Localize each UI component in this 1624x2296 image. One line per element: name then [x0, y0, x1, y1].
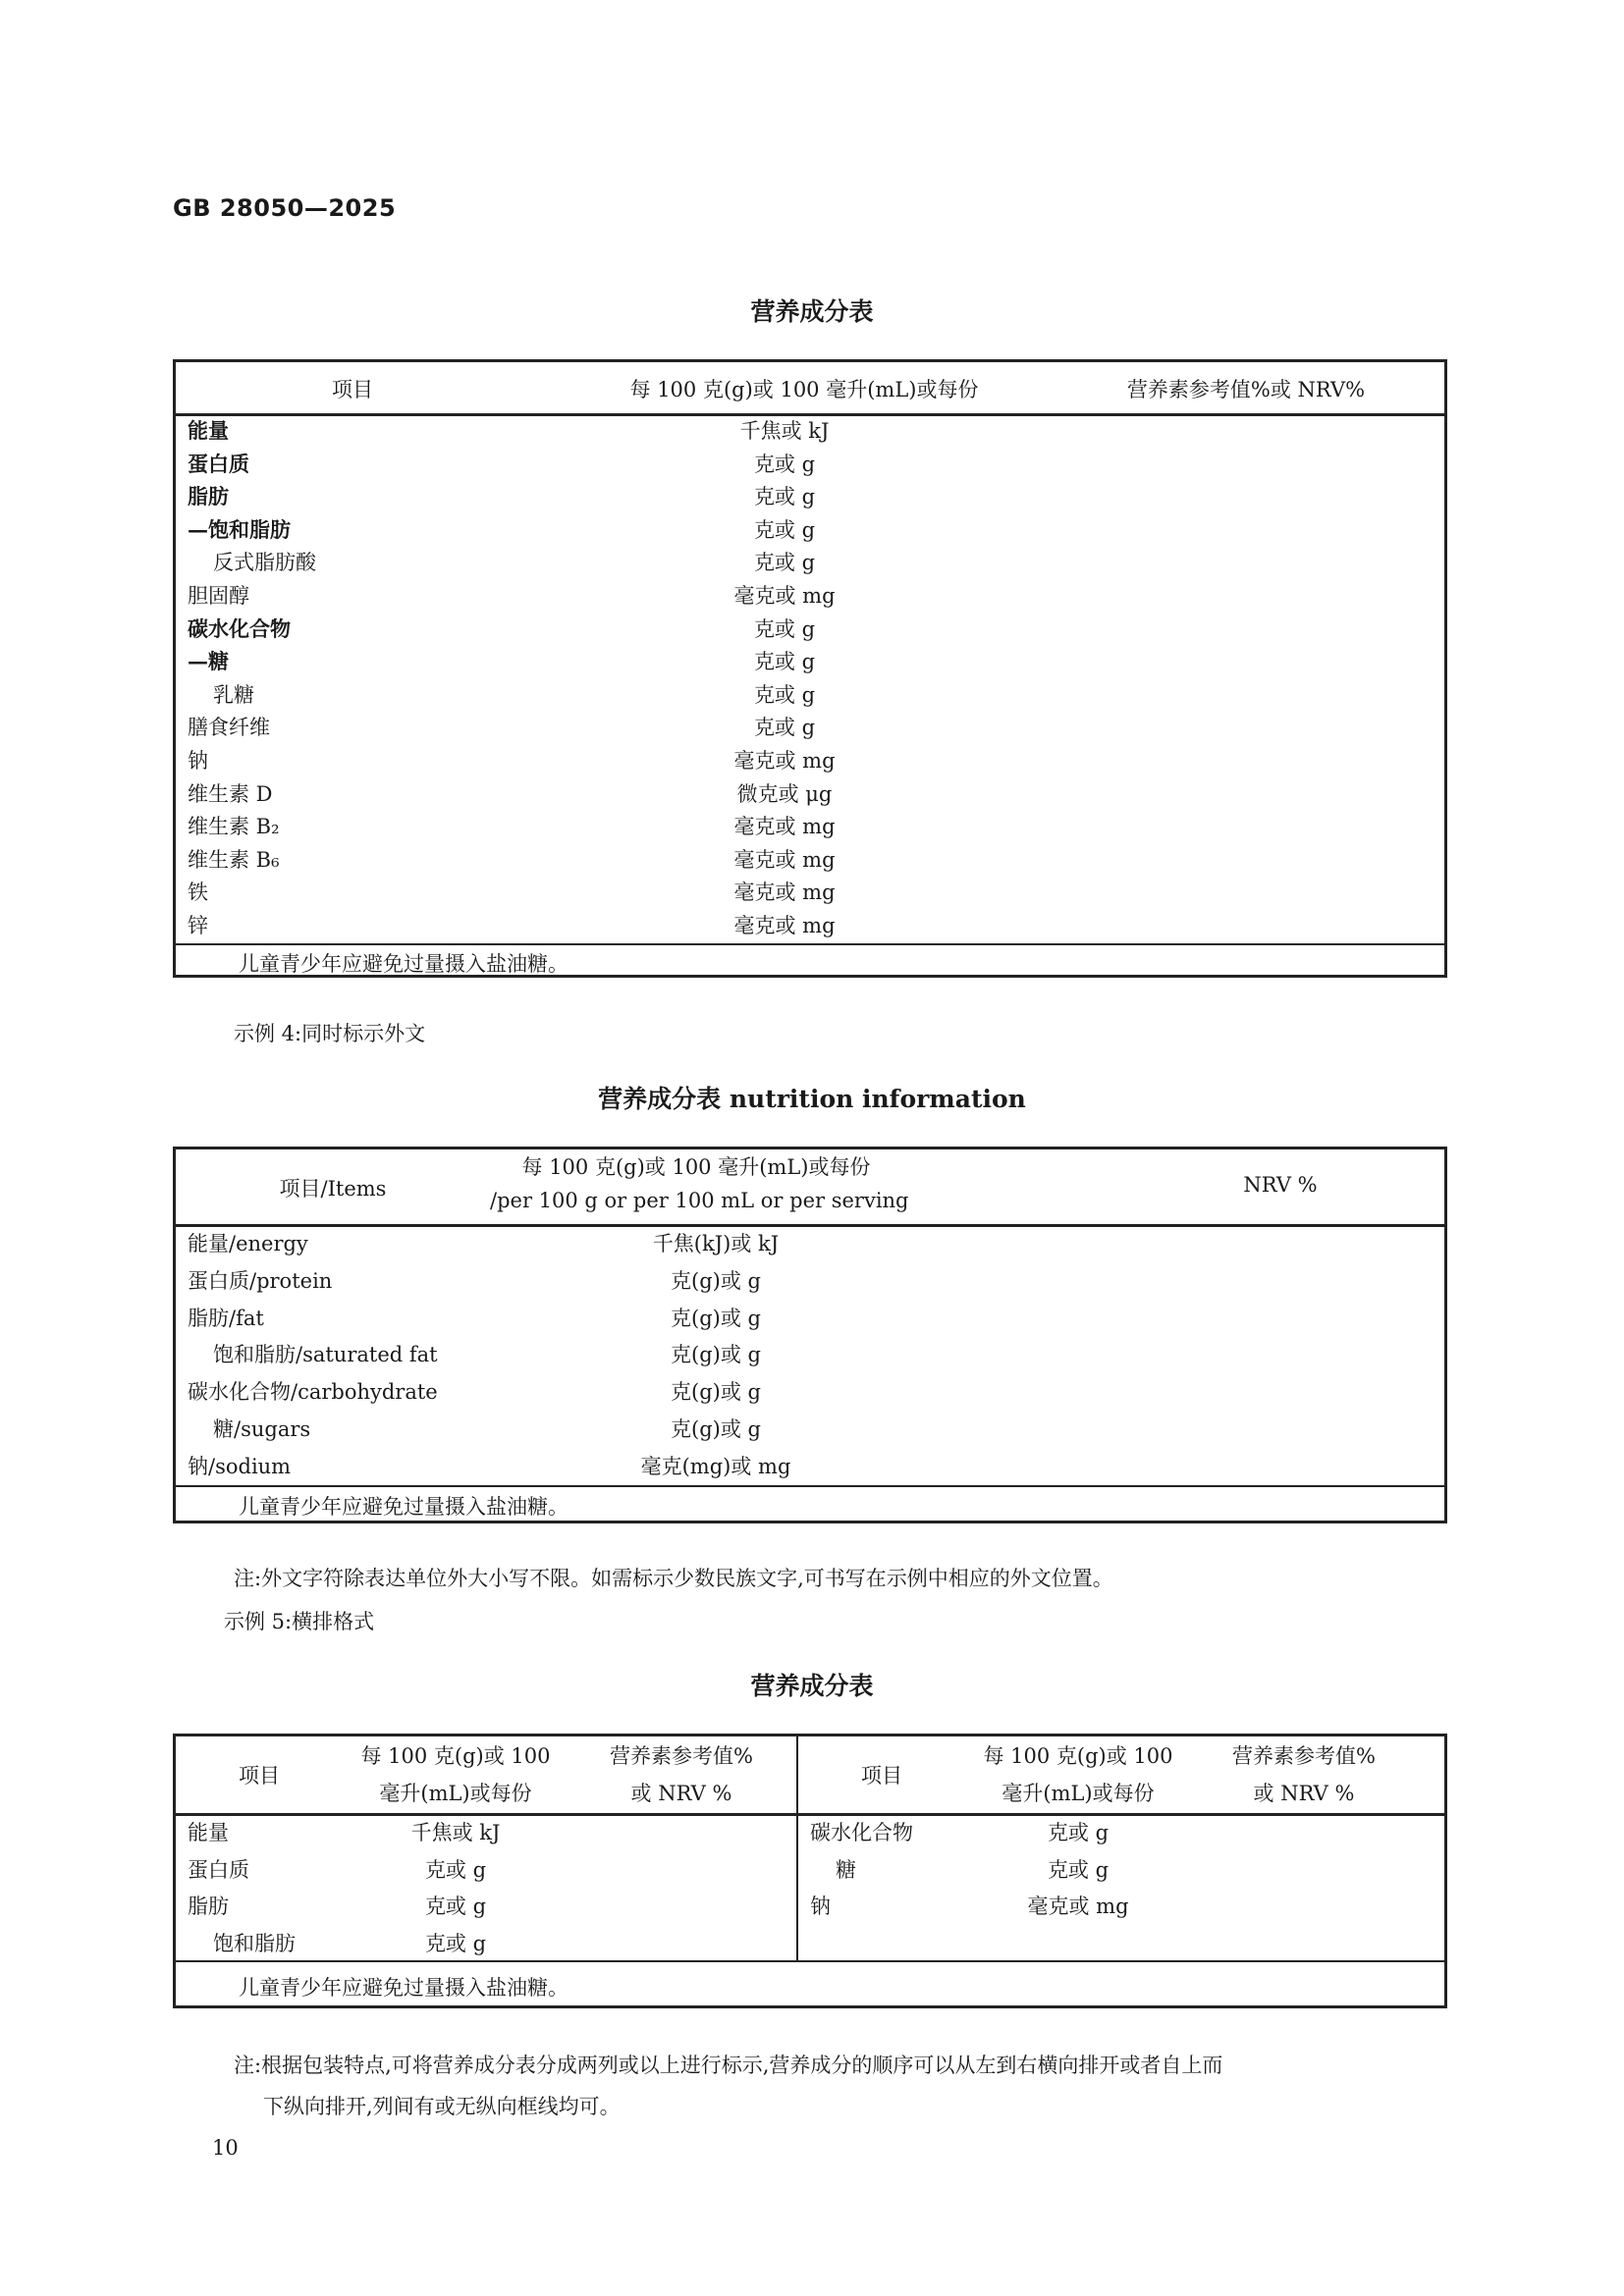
table2-col-item: 项目/Items — [279, 1177, 387, 1201]
table3-footer-row — [176, 1960, 1444, 2007]
table1-item: 乳糖 — [213, 682, 254, 707]
table1-item: 锌 — [188, 914, 208, 937]
table2 — [173, 1147, 1447, 1523]
table3-right-row — [176, 1817, 1444, 1853]
table1-unit: 毫克或 mg — [733, 749, 836, 773]
table1-unit: 毫克或 mg — [733, 847, 836, 872]
table3-left-col-nrv-line2: 或 NRV % — [630, 1782, 732, 1805]
table1-unit: 毫克或 mg — [733, 815, 836, 839]
table1-row — [176, 614, 1444, 646]
table1-item: 膳食纤维 — [188, 716, 270, 740]
table1-unit: 微克或 μg — [736, 781, 833, 806]
table2-row — [176, 1303, 1444, 1339]
table3-left-unit: 克或 g — [424, 1931, 487, 1955]
table1-row — [176, 910, 1444, 942]
table2-row — [176, 1376, 1444, 1413]
table1-item: —糖 — [188, 649, 229, 674]
table2-unit: 克(g)或 g — [671, 1417, 761, 1441]
note2-line1: 注:根据包装特点,可将营养成分表分成两列或以上进行标示,营养成分的顺序可以从左到右横向排开或者自上而 — [234, 2054, 1223, 2077]
table2-item: 钠/sodium — [188, 1454, 292, 1478]
table3-header-row — [176, 1736, 1444, 1816]
table1-footer-text: 儿童青少年应避免过量摄入盐油糖。 — [239, 952, 568, 976]
table3-right-unit: 毫克或 mg — [1027, 1895, 1129, 1918]
table3-right-col-nrv-line2: 或 NRV % — [1253, 1782, 1355, 1805]
table1-row — [176, 712, 1444, 744]
table3-left-col-nrv-line1: 营养素参考值% — [610, 1744, 753, 1768]
table1-item: 胆固醇 — [188, 584, 249, 608]
note2-line2: 下纵向排开,列间有或无纵向框线均可。 — [263, 2095, 621, 2118]
table2-item: 脂肪/fat — [188, 1306, 264, 1330]
table1-col-nrv: 营养素参考值%或 NRV% — [1126, 378, 1366, 401]
table1-unit: 克或 g — [753, 485, 816, 509]
table1 — [173, 359, 1447, 978]
table3-left-row — [176, 1928, 1444, 1964]
table2-item: 饱和脂肪/saturated fat — [213, 1343, 438, 1367]
table2-header-row — [176, 1149, 1444, 1227]
table2-unit: 毫克(mg)或 mg — [640, 1454, 791, 1478]
table3-right-col-per-line1: 每 100 克(g)或 100 — [983, 1744, 1173, 1768]
table3-right-row — [176, 1854, 1444, 1891]
table1-unit: 克或 g — [753, 682, 816, 707]
table1-row — [176, 547, 1444, 579]
table3-left-item: 能量 — [188, 1821, 229, 1844]
table1-unit: 克或 g — [753, 616, 816, 641]
table2-unit: 克(g)或 g — [671, 1268, 761, 1293]
table1-row — [176, 415, 1444, 448]
table3-left-unit: 千焦或 kJ — [410, 1821, 501, 1844]
table2-item: 能量/energy — [188, 1232, 308, 1255]
table3-right-col-per-line2: 毫升(mL)或每份 — [1001, 1782, 1155, 1805]
table1-row — [176, 811, 1444, 843]
table2-item: 碳水化合物/carbohydrate — [188, 1380, 438, 1405]
table3-left-col-item: 项目 — [239, 1764, 280, 1788]
table2-unit: 克(g)或 g — [671, 1343, 761, 1367]
table1-row — [176, 844, 1444, 877]
note1-text: 注:外文字符除表达单位外大小写不限。如需标示少数民族文字,可书写在示例中相应的外文位置。 — [234, 1567, 1113, 1590]
table2-item: 糖/sugars — [213, 1417, 311, 1441]
table1-row — [176, 481, 1444, 513]
table3-right-item: 钠 — [810, 1895, 831, 1918]
table1-item: 维生素 B₂ — [188, 815, 280, 839]
table1-row — [176, 580, 1444, 613]
table2-col-per-line2: /per 100 g or per 100 mL or per serving — [490, 1189, 909, 1212]
table1-unit: 毫克或 mg — [733, 584, 836, 608]
example5-label: 示例 5:横排格式 — [224, 1610, 375, 1633]
table1-unit: 毫克或 mg — [733, 914, 836, 937]
table1-unit: 克或 g — [753, 650, 816, 674]
table1-item: 维生素 B₆ — [188, 847, 280, 872]
table3-footer-text: 儿童青少年应避免过量摄入盐油糖。 — [239, 1976, 568, 2000]
table3-left-item: 饱和脂肪 — [213, 1931, 296, 1955]
table2-unit: 克(g)或 g — [671, 1380, 761, 1405]
table2-footer-row — [176, 1485, 1444, 1522]
table3-left-unit: 克或 g — [424, 1895, 487, 1918]
table1-item: 维生素 D — [188, 781, 273, 806]
table1-item: 能量 — [188, 418, 229, 443]
table2-row — [176, 1339, 1444, 1375]
table1-unit: 克或 g — [753, 517, 816, 542]
table3-title: 营养成分表 — [750, 1672, 874, 1700]
table3-left-col-per-line2: 毫升(mL)或每份 — [379, 1782, 532, 1805]
table1-header-row — [176, 362, 1444, 416]
table1-item: 脂肪 — [188, 484, 229, 509]
table2-unit: 克(g)或 g — [671, 1306, 761, 1330]
table1-unit: 克或 g — [753, 452, 816, 476]
table2-footer-text: 儿童青少年应避免过量摄入盐油糖。 — [239, 1495, 568, 1519]
table2-title: 营养成分表 nutrition information — [598, 1085, 1026, 1113]
table2-row — [176, 1228, 1444, 1264]
table3 — [173, 1734, 1447, 2008]
table1-item: 反式脂肪酸 — [213, 551, 316, 575]
table3-left-col-per-line1: 每 100 克(g)或 100 — [360, 1744, 551, 1768]
table1-row — [176, 646, 1444, 678]
table2-row — [176, 1451, 1444, 1487]
table3-right-unit: 克或 g — [1047, 1857, 1110, 1882]
table2-col-nrv: NRV % — [1243, 1173, 1318, 1197]
table1-row — [176, 745, 1444, 777]
table3-left-item: 脂肪 — [188, 1895, 229, 1918]
table1-row — [176, 679, 1444, 712]
table1-footer-row — [176, 943, 1444, 979]
table3-right-item: 糖 — [836, 1857, 856, 1882]
example4-label: 示例 4:同时标示外文 — [234, 1022, 426, 1045]
table1-item: 蛋白质 — [188, 451, 249, 476]
table1-unit: 毫克或 mg — [733, 881, 836, 905]
table2-unit: 千焦(kJ)或 kJ — [652, 1232, 780, 1255]
table3-right-unit: 克或 g — [1047, 1821, 1110, 1844]
table1-title: 营养成分表 — [750, 297, 874, 326]
table2-item: 蛋白质/protein — [188, 1268, 333, 1293]
table1-unit: 千焦或 kJ — [739, 419, 830, 443]
standard-code: GB 28050—2025 — [173, 194, 397, 222]
table2-row — [176, 1265, 1444, 1302]
table3-right-col-nrv-line1: 营养素参考值% — [1232, 1744, 1376, 1768]
table1-row — [176, 449, 1444, 481]
table2-row — [176, 1414, 1444, 1450]
table1-item: —饱和脂肪 — [188, 516, 291, 542]
page-number: 10 — [212, 2136, 239, 2160]
table3-right-item: 碳水化合物 — [810, 1821, 913, 1844]
table3-right-row — [176, 1891, 1444, 1927]
table1-item: 铁 — [188, 881, 208, 905]
table1-row — [176, 514, 1444, 547]
table1-unit: 克或 g — [753, 551, 816, 575]
table1-item: 碳水化合物 — [188, 615, 291, 641]
table1-unit: 克或 g — [753, 716, 816, 740]
table3-left-item: 蛋白质 — [188, 1857, 249, 1882]
table1-item: 钠 — [188, 749, 208, 773]
table1-row — [176, 778, 1444, 811]
table1-col-per: 每 100 克(g)或 100 毫升(mL)或每份 — [629, 378, 979, 401]
table2-col-per-line1: 每 100 克(g)或 100 毫升(mL)或每份 — [521, 1155, 871, 1179]
table3-right-col-item: 项目 — [861, 1764, 902, 1788]
table3-left-unit: 克或 g — [424, 1857, 487, 1882]
table1-row — [176, 877, 1444, 909]
table1-col-item: 项目 — [332, 378, 373, 401]
